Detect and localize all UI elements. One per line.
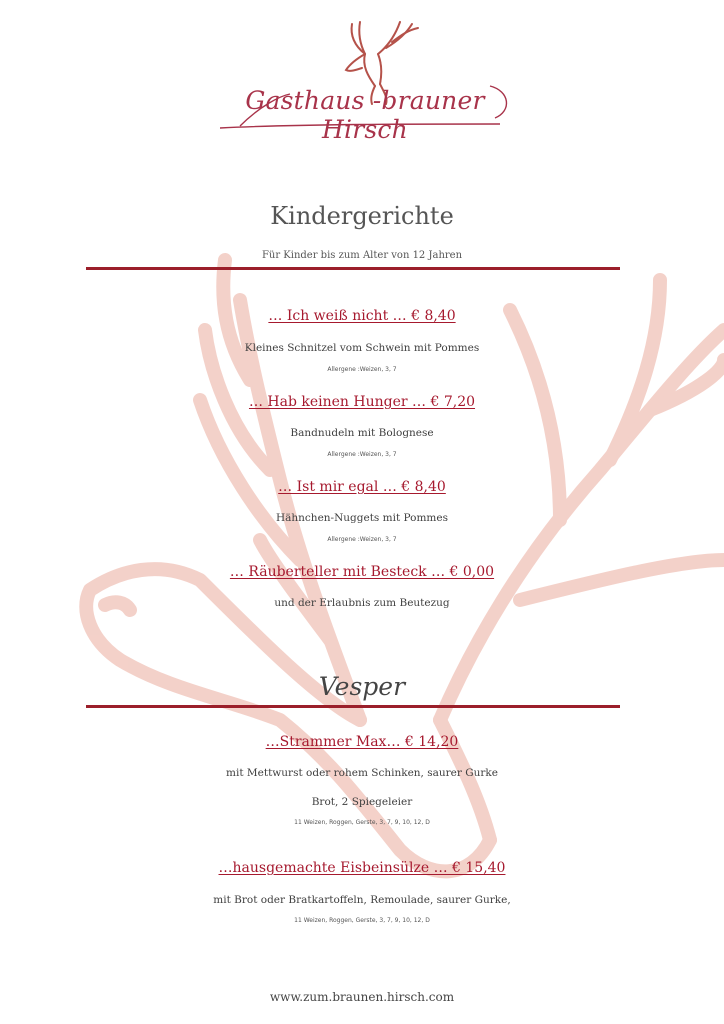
kinder-dish-1-name: … Ich weiß nicht … € 8,40 (268, 308, 456, 324)
kinder-dish-2-desc: Bandnudeln mit Bolognese (290, 427, 434, 439)
footer-url: www.zum.braunen.hirsch.com (269, 990, 455, 1004)
vesper-dish-2-desc: mit Brot oder Bratkartoffeln, Remoulade, saurer Gurke, (213, 894, 511, 906)
kinder-dish-4-name: … Räuberteller mit Besteck … € 0,00 (229, 564, 495, 580)
vesper-dish-1-name: …Strammer Max… € 14,20 (265, 734, 459, 750)
kinder-dish-3-name: … Ist mir egal … € 8,40 (278, 479, 446, 495)
vesper-dish-1-allergen: 11 Weizen, Roggen, Gerste, 3, 7, 9, 10, 12, D (294, 819, 430, 826)
kinder-section-title: Kindergerichte (270, 202, 454, 230)
kinder-subtitle: Für Kinder bis zum Alter von 12 Jahren (261, 250, 463, 261)
logo-name: Gasthaus -brauner Hirsch (245, 86, 485, 144)
vesper-divider (86, 705, 620, 708)
vesper-dish-2-name: …hausgemachte Eisbeinsülze … € 15,40 (218, 860, 506, 876)
vesper-dish-1-desc: mit Mettwurst oder rohem Schinken, saurer Gurke (226, 767, 498, 779)
kinder-dish-2-allergen: Allergene :Weizen, 3, 7 (327, 451, 397, 458)
kinder-dish-1-allergen: Allergene :Weizen, 3, 7 (327, 366, 397, 373)
kinder-dish-4-desc: und der Erlaubnis zum Beutezug (274, 597, 450, 609)
vesper-section-title: Vesper (318, 672, 406, 701)
kinder-dish-3-desc: Hähnchen-Nuggets mit Pommes (275, 512, 448, 524)
kinder-divider (86, 267, 620, 270)
vesper-dish-2-allergen: 11 Weizen, Roggen, Gerste, 3, 7, 9, 10, 12, D (294, 917, 430, 924)
vesper-dish-1-desc2: Brot, 2 Spiegeleier (311, 796, 413, 808)
kinder-dish-1-desc: Kleines Schnitzel vom Schwein mit Pommes (244, 342, 480, 354)
kinder-dish-3-allergen: Allergene :Weizen, 3, 7 (327, 536, 397, 543)
kinder-dish-2-name: … Hab keinen Hunger … € 7,20 (248, 394, 476, 410)
